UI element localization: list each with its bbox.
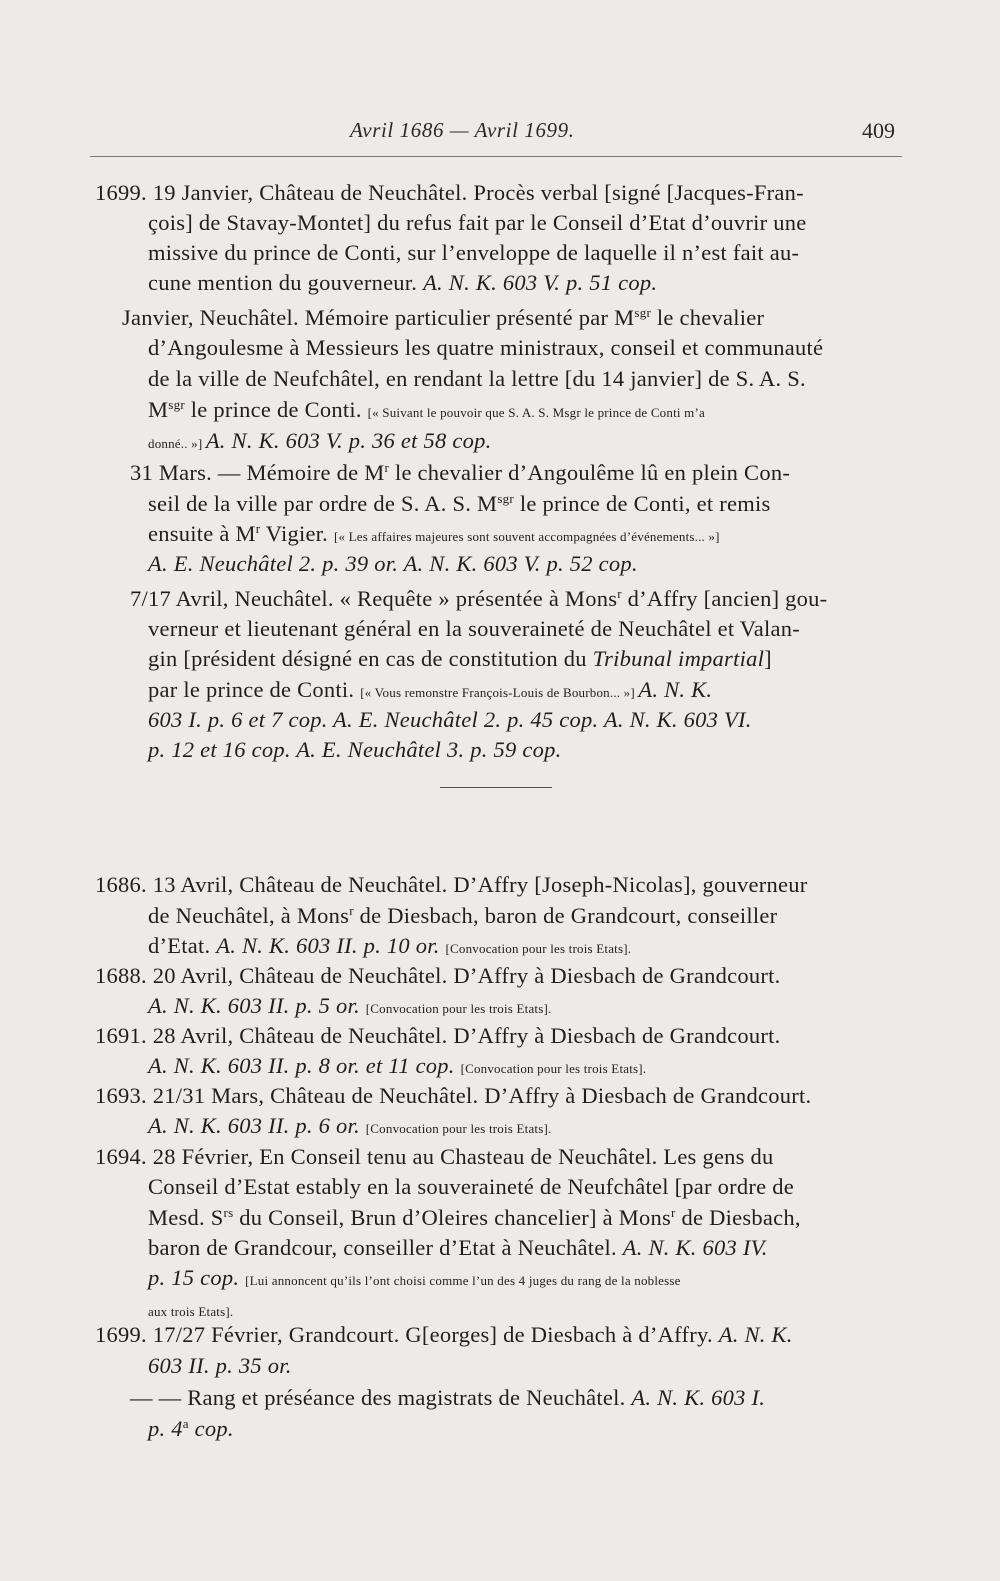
entry-line: par le prince de Conti. [« Vous remonstre François-Louis de Bourbon... »] A. N. K. bbox=[148, 677, 713, 702]
section-divider bbox=[440, 787, 552, 788]
archive-reference: A. N. K. 603 II. p. 5 or. bbox=[148, 993, 366, 1018]
entry-line: cune mention du gouverneur. A. N. K. 603 V. p. 51 cop. bbox=[148, 270, 658, 295]
entry-line: missive du prince de Conti, sur l’enveloppe de laquelle il n’est fait au- bbox=[148, 240, 800, 265]
entry-line: Conseil d’Estat estably en la souveraineté de Neufchâtel [par ordre de bbox=[148, 1174, 794, 1199]
archive-reference: A. N. K. 603 II. p. 10 or. bbox=[216, 933, 446, 958]
entry-line: de la ville de Neufchâtel, en rendant la lettre [du 14 janvier] de S. A. S. bbox=[148, 366, 806, 391]
entry-line: p. 4$^a$ cop. bbox=[148, 1416, 234, 1441]
archive-reference: 603 I. p. 6 et 7 cop. A. E. Neuchâtel 2. p. 45 cop. A. N. K. 603 VI. bbox=[148, 707, 752, 732]
entry-line: 1688. 20 Avril, Château de Neuchâtel. D’Affry à Diesbach de Grandcourt. bbox=[95, 963, 781, 988]
entry-line bbox=[148, 1265, 681, 1291]
entry-line bbox=[148, 707, 752, 733]
summary-note: [« Les affaires majeures sont souvent accompagnées d’événements... »] bbox=[333, 529, 720, 544]
archive-reference: p. 4 bbox=[148, 1416, 183, 1441]
entry-line bbox=[148, 1113, 551, 1139]
summary-note: [Lui annoncent qu’ils l’ont choisi comme l’un des 4 juges du rang de la noblesse bbox=[245, 1273, 681, 1288]
entry-line: Mesd. $S^{rs}$ du Conseil, Brun d’Oleires chancelier] à Mons$^r$ de Diesbach, bbox=[148, 1205, 801, 1230]
entry-line: 1693. 21/31 Mars, Château de Neuchâtel. D’Affry à Diesbach de Grandcourt. bbox=[95, 1083, 812, 1108]
archive-reference: 603 II. p. 35 or. bbox=[148, 1353, 292, 1378]
entry-line: 7/17 Avril, Neuchâtel. « Requête » présentée à Mons$^r$ d’Affry [ancien] gou- bbox=[130, 586, 828, 611]
summary-note: [Convocation pour les trois Etats]. bbox=[365, 1001, 552, 1016]
archive-reference: p. 12 et 16 cop. A. E. Neuchâtel 3. p. 59 cop. bbox=[148, 737, 562, 762]
summary-note: [« Vous remonstre François-Louis de Bourbon... »] bbox=[360, 685, 639, 700]
entry-line: 1691. 28 Avril, Château de Neuchâtel. D’Affry à Diesbach de Grandcourt. bbox=[95, 1023, 781, 1048]
entry-line: baron de Grandcour, conseiller d’Etat à Neuchâtel. A. N. K. 603 IV. bbox=[148, 1235, 768, 1260]
summary-note: [Convocation pour les trois Etats]. bbox=[445, 941, 632, 956]
summary-note: [Convocation pour les trois Etats]. bbox=[460, 1061, 647, 1076]
entry-line: 1699. 19 Janvier, Château de Neuchâtel. Procès verbal [signé [Jacques-Fran- bbox=[95, 180, 804, 205]
entry-line bbox=[148, 551, 638, 577]
entry-line: 1694. 28 Février, En Conseil tenu au Chasteau de Neuchâtel. Les gens du bbox=[95, 1144, 774, 1169]
entry-line: 1699. 17/27 Février, Grandcourt. G[eorges] de Diesbach à d’Affry. A. N. K. bbox=[95, 1322, 793, 1347]
entry-line: çois] de Stavay-Montet] du refus fait par le Conseil d’Etat d’ouvrir une bbox=[148, 210, 807, 235]
entry-line: ensuite à $M^r$ Vigier. [« Les affaires majeures sont souvent accompagnées d’événements... »] bbox=[148, 521, 720, 546]
entry-line: $M^{sgr}$ le prince de Conti. [« Suivant le pouvoir que S. A. S. Msgr le prince de Conti m’a bbox=[148, 397, 705, 422]
entry-line: 1686. 13 Avril, Château de Neuchâtel. D’Affry [Joseph-Nicolas], gouverneur bbox=[95, 872, 808, 897]
summary-note: [« Suivant le pouvoir que S. A. S. Msgr le prince de Conti m’a bbox=[367, 405, 705, 420]
summary-note: aux trois Etats]. bbox=[148, 1304, 234, 1319]
summary-note: [Convocation pour les trois Etats]. bbox=[365, 1121, 552, 1136]
entry-line bbox=[148, 1296, 233, 1322]
entry-line bbox=[148, 1053, 646, 1079]
entry-line bbox=[148, 993, 551, 1019]
entry-line: — — Rang et préséance des magistrats de Neuchâtel. A. N. K. 603 I. bbox=[130, 1385, 766, 1410]
archive-reference: A. N. K. bbox=[638, 677, 713, 702]
running-title: Avril 1686 — Avril 1699. bbox=[350, 118, 575, 142]
archive-reference: A. N. K. bbox=[718, 1322, 793, 1347]
entry-line: de Neuchâtel, à Mons$^r$ de Diesbach, baron de Grandcourt, conseiller bbox=[148, 903, 778, 928]
entry-line: Janvier, Neuchâtel. Mémoire particulier présenté par $M^{sgr}$ le chevalier bbox=[122, 305, 765, 330]
archive-reference: A. N. K. 603 V. p. 51 cop. bbox=[423, 270, 658, 295]
entry-line: d’Angoulesme à Messieurs les quatre ministraux, conseil et communauté bbox=[148, 335, 824, 360]
page-number: 409 bbox=[862, 118, 895, 143]
archive-reference: A. N. K. 603 I. bbox=[631, 1385, 766, 1410]
summary-note: donné.. »] bbox=[148, 436, 206, 451]
header-rule bbox=[90, 156, 902, 157]
entry-line bbox=[148, 428, 492, 454]
archive-reference: p. 15 cop. bbox=[148, 1265, 246, 1290]
entry-line bbox=[148, 1353, 292, 1379]
archive-reference: A. E. Neuchâtel 2. p. 39 or. A. N. K. 603 V. p. 52 cop. bbox=[148, 551, 638, 576]
archive-reference: A. N. K. 603 II. p. 8 or. et 11 cop. bbox=[148, 1053, 461, 1078]
archive-reference: A. N. K. 603 V. p. 36 et 58 cop. bbox=[205, 428, 492, 453]
entry-line: d’Etat. A. N. K. 603 II. p. 10 or. [Convocation pour les trois Etats]. bbox=[148, 933, 632, 958]
entry-line: verneur et lieutenant général en la souveraineté de Neuchâtel et Valan- bbox=[148, 616, 801, 641]
page-header bbox=[0, 118, 1000, 148]
entry-line: 31 Mars. — Mémoire de $M^r$ le chevalier d’Angoulême lû en plein Con- bbox=[130, 460, 791, 485]
entry-line bbox=[148, 737, 562, 763]
entry-line: gin [président désigné en cas de constitution du Tribunal impartial] bbox=[148, 646, 772, 671]
archive-reference: A. N. K. 603 II. p. 6 or. bbox=[148, 1113, 366, 1138]
entry-line: seil de la ville par ordre de S. A. S. $M^{sgr}$ le prince de Conti, et remis bbox=[148, 491, 771, 516]
archive-reference: A. N. K. 603 IV. bbox=[622, 1235, 768, 1260]
